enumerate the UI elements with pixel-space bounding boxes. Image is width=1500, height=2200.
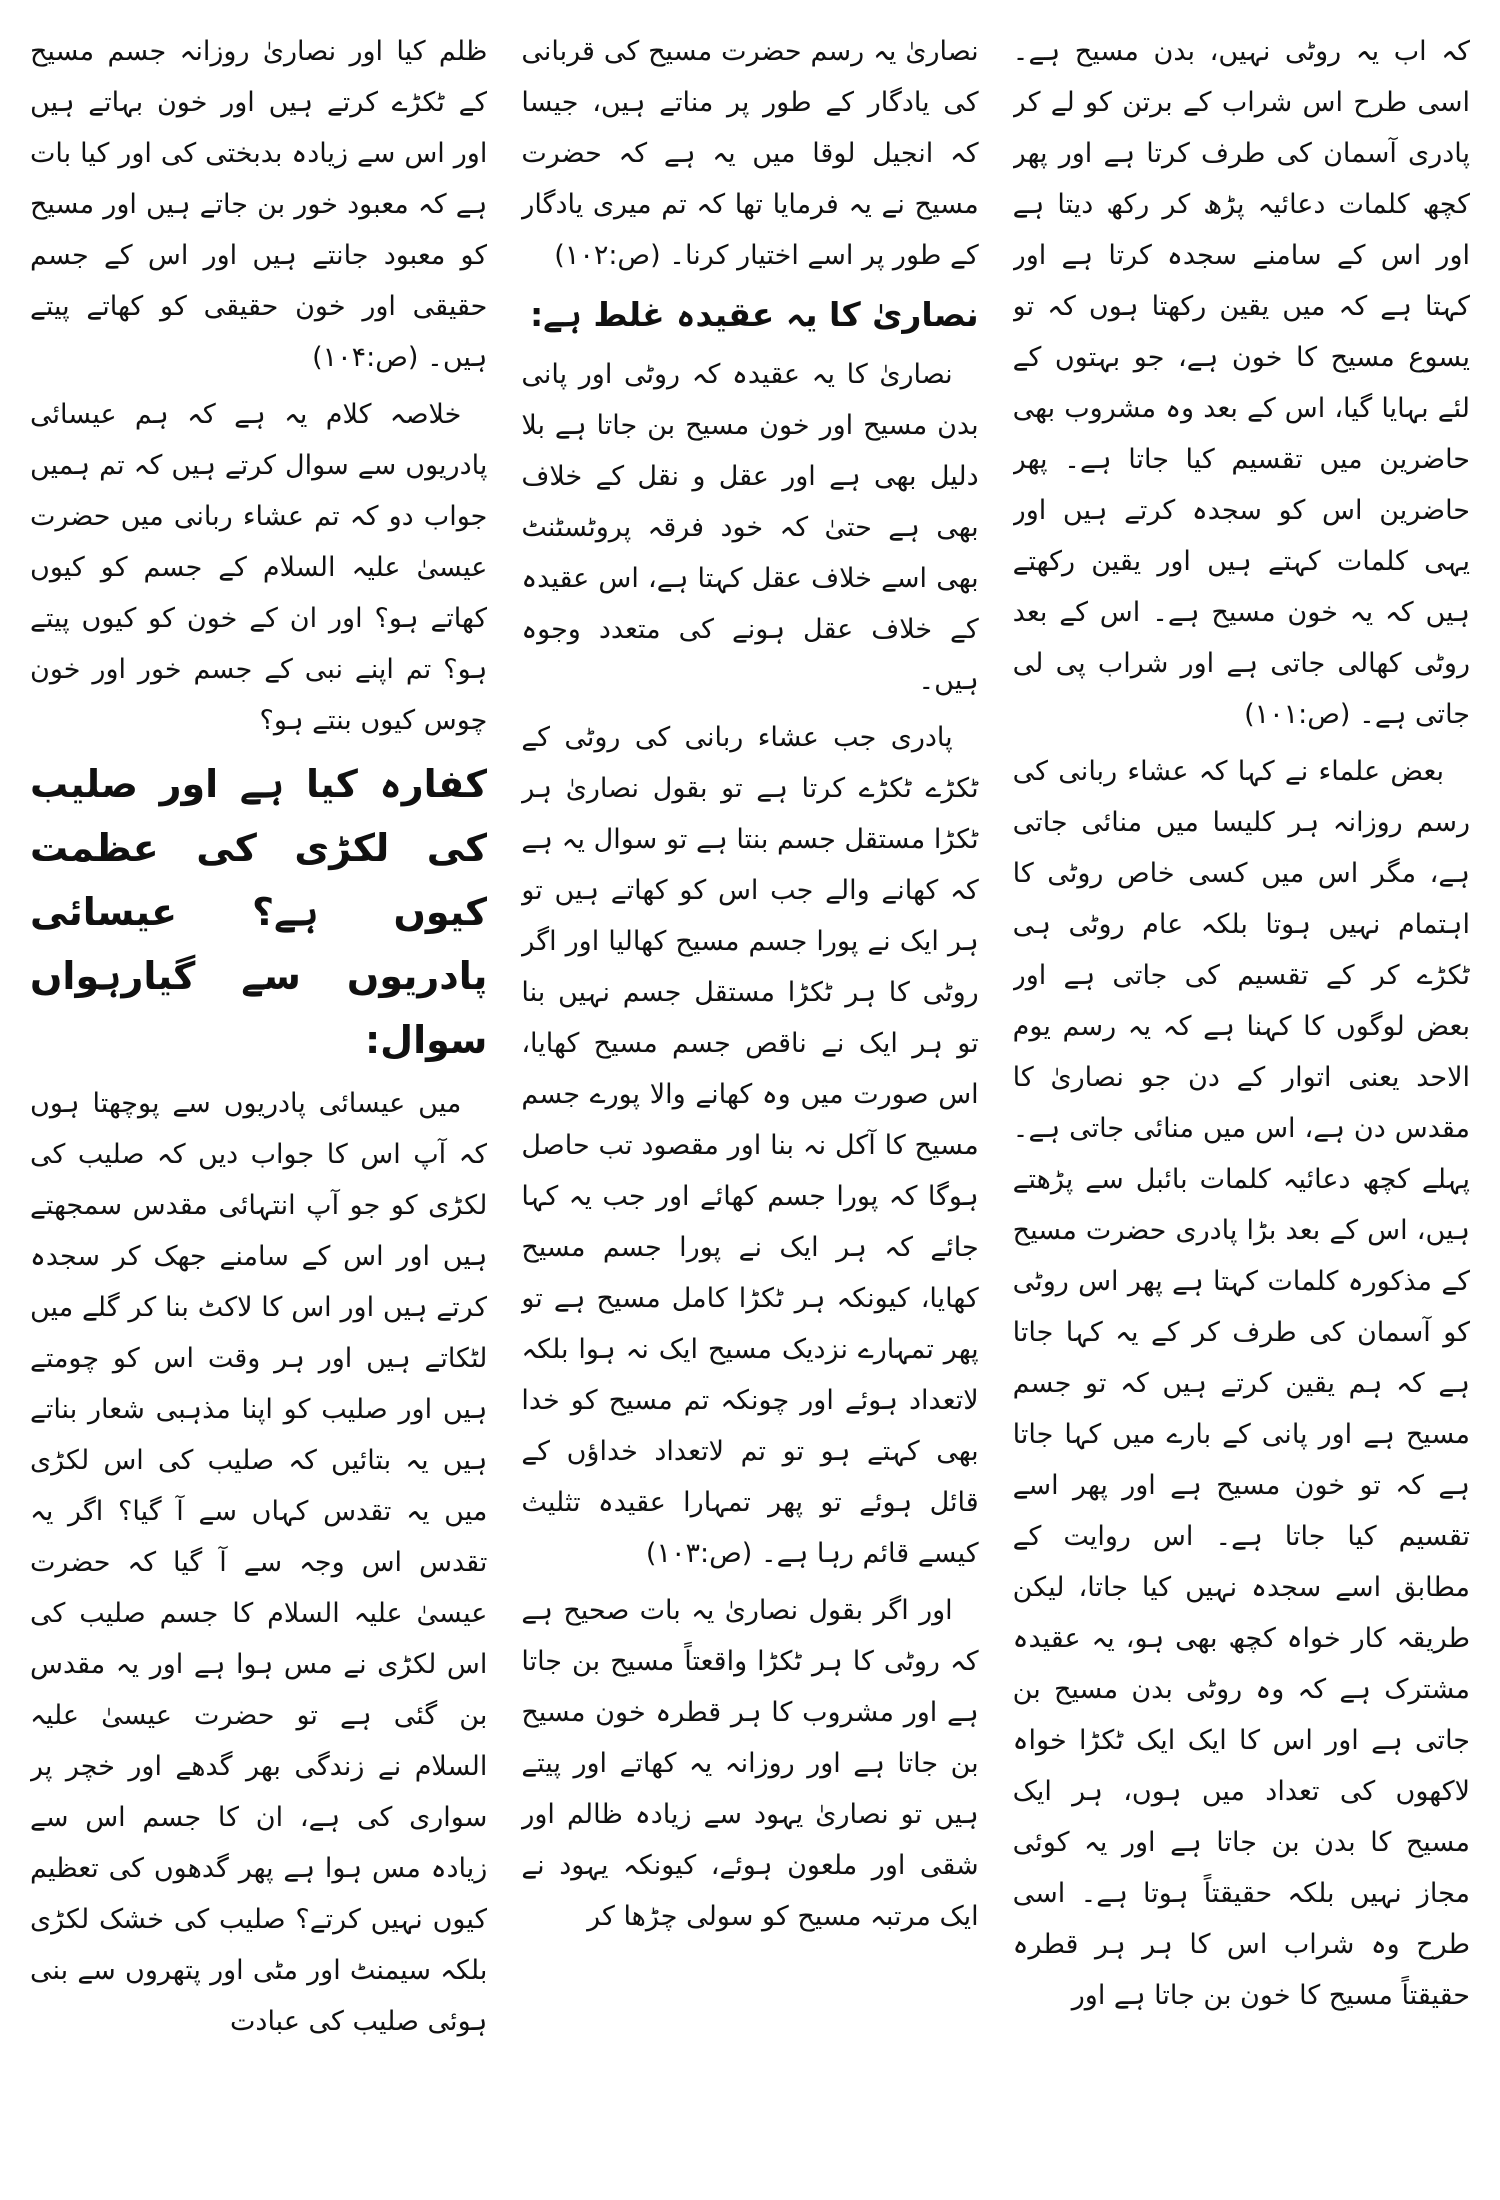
paragraph: نصاریٰ یہ رسم حضرت مسیح کی قربانی کی یادگار کے طور پر مناتے ہیں، جیسا کہ انجیل لوقا میں یہ ہے کہ حضرت مسیح نے یہ فرمایا تھا کہ تم میری یادگار کے طور پر اسے اختیار کرنا۔ (ص:۱۰۲) bbox=[521, 36, 979, 271]
paragraph: ظلم کیا اور نصاریٰ روزانہ جسم مسیح کے ٹکڑے کرتے ہیں اور خون بہاتے ہیں اور اس سے زیادہ بدبختی کی اور کیا بات ہے کہ معبود خور بن جاتے ہیں اور مسیح کو معبود جانتے ہیں اور اس کے جسم حقیقی اور خون حقیقی کو کھاتے پیتے ہیں۔ (ص:۱۰۴) bbox=[30, 36, 488, 373]
paragraph: میں عیسائی پادریوں سے پوچھتا ہوں کہ آپ اس کا جواب دیں کہ صلیب کی لکڑی کو جو آپ انتہائی مقدس سمجھتے ہیں اور اس کے سامنے جھک کر سجدہ کرتے ہیں اور اس کا لاکٹ بنا کر گلے میں لٹکاتے ہیں اور ہر وقت اس کو چومتے ہیں اور صلیب کو اپنا مذہبی شعار بناتے ہیں یہ بتائیں کہ صلیب کی اس لکڑی میں یہ تقدس کہاں سے آ گیا؟ اگر یہ تقدس اس وجہ سے آ گیا کہ حضرت عیسیٰ علیہ السلام کا جسم صلیب کی اس لکڑی نے مس ہوا ہے اور یہ مقدس بن گئی ہے تو حضرت عیسیٰ علیہ السلام نے زندگی بھر گدھے اور خچر پر سواری کی ہے، ان کا جسم اس سے زیادہ مس ہوا ہے پھر گدھوں کی تعظیم کیوں نہیں کرتے؟ صلیب کی خشک لکڑی بلکہ سیمنٹ اور مٹی اور پتھروں سے بنی ہوئی صلیب کی عبادت bbox=[30, 1088, 488, 2037]
column-left bbox=[30, 26, 487, 2176]
paragraph: اور اگر بقول نصاریٰ یہ بات صحیح ہے کہ روٹی کا ہر ٹکڑا واقعتاً مسیح بن جاتا ہے اور مشروب کا ہر قطرہ خون مسیح بن جاتا ہے اور روزانہ یہ کھاتے اور پیتے ہیں تو نصاریٰ یہود سے زیادہ ظالم اور شقی اور ملعون ہوئے، کیونکہ یہود نے ایک مرتبہ مسیح کو سولی چڑھا کر bbox=[521, 1595, 979, 1932]
section-heading: کفارہ کیا ہے اور صلیب کی لکڑی کی عظمت کیوں ہے؟ عیسائی پادریوں سے گیارہواں سوال: bbox=[30, 762, 488, 1062]
paragraph: کہ اب یہ روٹی نہیں، بدن مسیح ہے۔ اسی طرح اس شراب کے برتن کو لے کر پادری آسمان کی طرف کرتا ہے اور پھر کچھ کلمات دعائیہ پڑھ کر رکھ دیتا ہے اور اس کے سامنے سجدہ کرتا ہے اور کہتا ہے کہ میں یقین رکھتا ہوں کہ تو یسوع مسیح کا خون ہے، جو بہتوں کے لئے بہایا گیا، اس کے بعد وہ مشروب بھی حاضرین میں تقسیم کیا جاتا ہے۔ پھر حاضرین اس کو سجدہ کرتے ہیں اور یہی کلمات کہتے ہیں اور یقین رکھتے ہیں کہ یہ خون مسیح ہے۔ اس کے بعد روٹی کھالی جاتی ہے اور شراب پی لی جاتی ہے۔ (ص:۱۰۱) bbox=[1012, 36, 1470, 730]
column-middle bbox=[521, 26, 978, 2176]
paragraph: نصاریٰ کا یہ عقیدہ کہ روٹی اور پانی بدن مسیح اور خون مسیح بن جاتا ہے بلا دلیل بھی ہے اور عقل و نقل کے خلاف بھی ہے حتیٰ کہ خود فرقہ پروٹسٹنٹ بھی اسے خلاف عقل کہتا ہے، اس عقیدہ کے خلاف عقل ہونے کی متعدد وجوہ ہیں۔ bbox=[521, 359, 979, 696]
section-heading: نصاریٰ کا یہ عقیدہ غلط ہے: bbox=[529, 295, 979, 334]
paragraph: پادری جب عشاء ربانی کی روٹی کے ٹکڑے ٹکڑے کرتا ہے تو بقول نصاریٰ ہر ٹکڑا مستقل جسم بنتا ہے تو سوال یہ ہے کہ کھانے والے جب اس کو کھاتے ہیں تو ہر ایک نے پورا جسم مسیح کھالیا اور اگر روٹی کا ہر ٹکڑا مستقل جسم نہیں بنا تو ہر ایک نے ناقص جسم مسیح کھایا، اس صورت میں وہ کھانے والا پورے جسم مسیح کا آکل نہ بنا اور مقصود تب حاصل ہوگا کہ پورا جسم کھائے اور جب یہ کہا جائے کہ ہر ایک نے پورا جسم مسیح کھایا، کیونکہ ہر ٹکڑا کامل مسیح ہے تو پھر تمہارے نزدیک مسیح ایک نہ ہوا بلکہ لاتعداد ہوئے اور چونکہ تم مسیح کو خدا بھی کہتے ہو تو تم لاتعداد خداؤں کے قائل ہوئے تو پھر تمہارا عقیدہ تثلیث کیسے قائم رہا ہے۔ (ص:۱۰۳) bbox=[521, 722, 979, 1569]
column-right bbox=[1013, 26, 1470, 2176]
paragraph: بعض علماء نے کہا کہ عشاء ربانی کی رسم روزانہ ہر کلیسا میں منائی جاتی ہے، مگر اس میں کسی خاص روٹی کا اہتمام نہیں ہوتا بلکہ عام روٹی ہی ٹکڑے کر کے تقسیم کی جاتی ہے اور بعض لوگوں کا کہنا ہے کہ یہ رسم یوم الاحد یعنی اتوار کے دن جو نصاریٰ کا مقدس دن ہے، اس میں منائی جاتی ہے۔ پہلے کچھ دعائیہ کلمات بائبل سے پڑھتے ہیں، اس کے بعد بڑا پادری حضرت مسیح کے مذکورہ کلمات کہتا ہے پھر اس روٹی کو آسمان کی طرف کر کے یہ کہا جاتا ہے کہ ہم یقین کرتے ہیں کہ تو جسم مسیح ہے اور پانی کے بارے میں کہا جاتا ہے کہ تو خون مسیح ہے اور پھر اسے تقسیم کیا جاتا ہے۔ اس روایت کے مطابق اسے سجدہ نہیں کیا جاتا، لیکن طریقہ کار خواہ کچھ بھی ہو، یہ عقیدہ مشترک ہے کہ وہ روٹی بدن مسیح بن جاتی ہے اور اس کا ایک ایک ٹکڑا خواہ لاکھوں کی تعداد میں ہوں، ہر ایک مسیح کا بدن بن جاتا ہے اور یہ کوئی مجاز نہیں بلکہ حقیقتاً ہوتا ہے۔ اسی طرح وہ شراب اس کا ہر ہر قطرہ حقیقتاً مسیح کا خون بن جاتا ہے اور bbox=[1012, 756, 1470, 2011]
paragraph: خلاصہ کلام یہ ہے کہ ہم عیسائی پادریوں سے سوال کرتے ہیں کہ تم ہمیں جواب دو کہ تم عشاء ربانی میں حضرت عیسیٰ علیہ السلام کے جسم کو کیوں کھاتے ہو؟ اور ان کے خون کو کیوں پیتے ہو؟ تم اپنے نبی کے جسم خور اور خون چوس کیوں بنتے ہو؟ bbox=[30, 399, 488, 736]
